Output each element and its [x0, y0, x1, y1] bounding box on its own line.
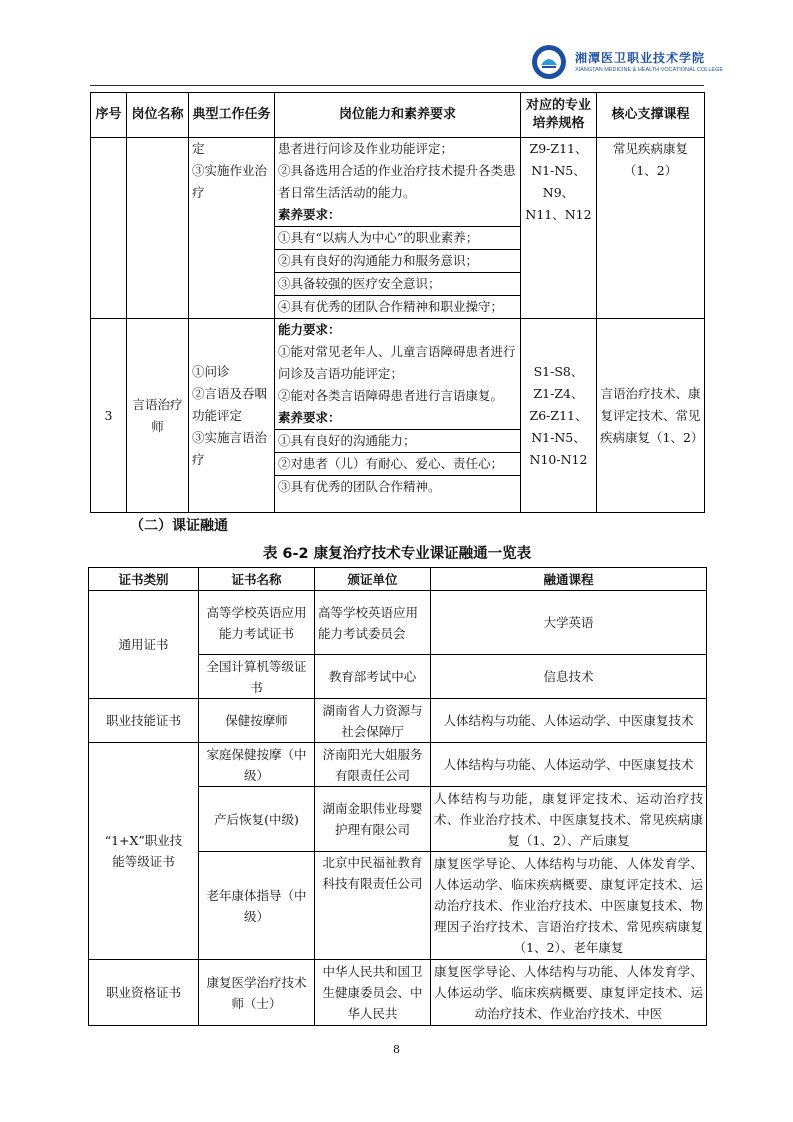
- cert-name: 产后恢复(中级): [199, 787, 315, 852]
- col-position: 岗位名称: [127, 93, 189, 138]
- college-emblem-icon: [530, 43, 568, 81]
- cert-name: 家庭保健按摩（中级）: [199, 743, 315, 787]
- certificate-table: [88, 567, 707, 1026]
- quality-label: 素养要求：: [278, 410, 341, 425]
- col-specs: 对应的专业培养规格: [521, 93, 597, 138]
- cert-category: 职业资格证书: [89, 960, 199, 1026]
- quality-item: ④具有优秀的团队合作精神和职业操守；: [275, 295, 520, 318]
- logo-english-name: XIANGTAN MEDICINE & HEALTH VOCATIONAL COLLEGE: [575, 67, 724, 73]
- cert-issuer: 湖南金职伟业母婴护理有限公司: [315, 787, 431, 852]
- section-heading: （二）课证融通: [130, 518, 228, 534]
- cert-category: 职业技能证书: [89, 699, 199, 743]
- cert-name: 康复医学治疗技术师（士）: [199, 960, 315, 1026]
- cert-name: 老年康体指导（中级）: [199, 852, 315, 960]
- cert-issuer: 高等学校英语应用能力考试委员会: [315, 591, 431, 655]
- cert-courses: 人体结构与功能，康复评定技术、运动治疗技术、作业治疗技术、中医康复技术、常见疾病康复（1、2）、产后康复: [431, 787, 707, 852]
- logo-chinese-name: 湘潭医卫职业技术学院: [575, 51, 706, 65]
- ability-text: ①能对常见老年人、儿童言语障碍患者进行问诊及言语功能评定； ②能对各类言语障碍患者进行言语康复。: [278, 344, 516, 403]
- row-specs: S1-S8、 Z1-Z4、 Z6-Z11、 N1-N5、 N10-N12: [521, 319, 597, 513]
- row-index: [91, 138, 127, 319]
- row-requirements: [275, 138, 521, 319]
- row-position: [127, 138, 189, 319]
- table-row: [89, 699, 707, 743]
- col-index: 序号: [91, 93, 127, 138]
- college-logo: [530, 43, 724, 83]
- cert-courses: 大学英语: [431, 591, 707, 655]
- ability-text: 患者进行问诊及作业功能评定； ②具备选用合适的作业治疗技术提升各类患者日常生活活动的能力。: [278, 141, 516, 200]
- quality-item: ②对患者（儿）有耐心、爱心、责任心；: [275, 452, 520, 475]
- cert-issuer: 教育部考试中心: [315, 655, 431, 699]
- row-specs: Z9-Z11、N1-N5、N9、N11、N12: [521, 138, 597, 319]
- cert-name: 全国计算机等级证书: [199, 655, 315, 699]
- quality-item: ③具有优秀的团队合作精神。: [275, 475, 520, 498]
- col-courses: 核心支撑课程: [597, 93, 705, 138]
- cert-courses: 康复医学导论、人体结构与功能、人体发育学、人体运动学、临床疾病概要、康复评定技术、运动治疗技术、作业治疗技术、中医: [431, 960, 707, 1026]
- row-requirements: [275, 319, 521, 513]
- cert-issuer: 中华人民共和国卫生健康委员会、中华人民共: [315, 960, 431, 1026]
- table-header-row: [89, 568, 707, 591]
- table-row: [91, 319, 705, 513]
- position-ability-table: [90, 92, 705, 513]
- header-divider: [90, 85, 704, 86]
- row-index: 3: [91, 319, 127, 513]
- ability-label: 能力要求：: [278, 322, 341, 337]
- cert-courses: 人体结构与功能、人体运动学、中医康复技术: [431, 699, 707, 743]
- col-courses: 融通课程: [431, 568, 707, 591]
- table-row: [89, 591, 707, 655]
- table-row: [89, 960, 707, 1026]
- table-caption: 表 6-2 康复治疗技术专业课证融通一览表: [262, 546, 532, 562]
- row-courses: 言语治疗技术、康复评定技术、常见疾病康复（1、2）: [597, 319, 705, 513]
- cert-category: “1+X”职业技能等级证书: [89, 743, 199, 960]
- table-row: [89, 743, 707, 787]
- table-row: [91, 138, 705, 319]
- quality-item: ③具备较强的医疗安全意识；: [275, 272, 520, 295]
- cert-issuer: 济南阳光大姐服务有限责任公司: [315, 743, 431, 787]
- quality-item: ①具有“以病人为中心”的职业素养；: [275, 226, 520, 249]
- quality-item: ②具有良好的沟通能力和服务意识；: [275, 249, 520, 272]
- quality-label: 素养要求：: [278, 207, 341, 222]
- row-position: 言语治疗师: [127, 319, 189, 513]
- col-requirements: 岗位能力和素养要求: [275, 93, 521, 138]
- page-number: 8: [393, 1043, 400, 1056]
- col-category: 证书类别: [89, 568, 199, 591]
- table-header-row: [91, 93, 705, 138]
- row-tasks: 定 ③实施作业治疗: [189, 138, 275, 319]
- cert-courses: 信息技术: [431, 655, 707, 699]
- row-tasks: ①问诊 ②言语及吞咽功能评定 ③实施言语治疗: [189, 319, 275, 513]
- cert-courses: 康复医学导论、人体结构与功能、人体发育学、人体运动学、临床疾病概要、康复评定技术、运动治疗技术、作业治疗技术、中医康复技术、物理因子治疗技术、言语治疗技术、常见疾病康复（1、2）、老年康复: [431, 852, 707, 960]
- cert-issuer: 湖南省人力资源与社会保障厅: [315, 699, 431, 743]
- col-tasks: 典型工作任务: [189, 93, 275, 138]
- col-cert-name: 证书名称: [199, 568, 315, 591]
- quality-item: ①具有良好的沟通能力；: [275, 429, 520, 452]
- cert-name: 高等学校英语应用能力考试证书: [199, 591, 315, 655]
- cert-issuer: 北京中民福祉教育科技有限责任公司: [315, 852, 431, 960]
- cert-name: 保健按摩师: [199, 699, 315, 743]
- col-issuer: 颁证单位: [315, 568, 431, 591]
- cert-courses: 人体结构与功能、人体运动学、中医康复技术: [431, 743, 707, 787]
- row-courses: 常见疾病康复（1、2）: [597, 138, 705, 319]
- cert-category: 通用证书: [89, 591, 199, 699]
